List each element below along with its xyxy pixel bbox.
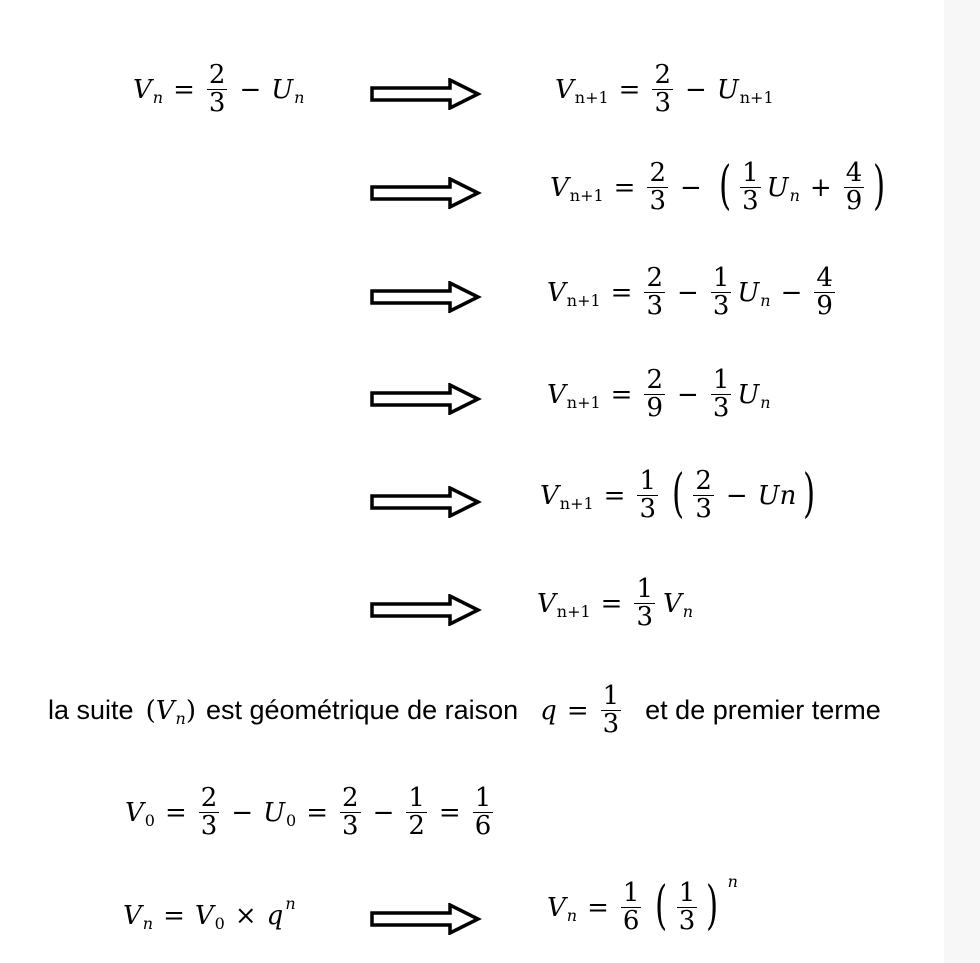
text-middle: est géométrique de raison [205, 695, 519, 726]
conclusion-line: la suite ( V n ) est géométrique de raison q = 1 3 et de premier terme [48, 681, 881, 740]
eq-step-3: V n+1 = 2 3 − 1 3 U n − 4 9 [547, 263, 833, 322]
equals: = [173, 74, 195, 105]
implies-arrow-3 [370, 281, 482, 313]
eq-general-formula: V n = V 0 × q n [123, 894, 296, 933]
implies-arrow-6 [370, 594, 482, 626]
minus: − [239, 74, 262, 105]
eq-first-term: V 0 = 2 3 − U 0 = 2 3 − 1 2 = 1 6 [125, 783, 492, 842]
eq-step-2: V n+1 = 2 3 − ( 1 3 U n + 4 9 ) [550, 155, 886, 217]
implies-arrow-5 [370, 486, 482, 518]
sub-n: n [152, 87, 164, 107]
sub-n: n [294, 87, 305, 107]
eq-step-5: V n+1 = 1 3 ( 2 3 − Un ) [540, 463, 816, 525]
implies-arrow-7 [370, 903, 482, 935]
right-scroll-edge [944, 0, 980, 963]
var-v: V [133, 74, 152, 105]
implies-arrow-2 [370, 177, 482, 209]
text-suffix: et de premier terme [645, 695, 881, 726]
eq-vn-definition [133, 62, 304, 118]
eq-step-1: V n+1 = 2 3 − U n+1 [555, 60, 774, 119]
implies-arrow-4 [370, 383, 482, 415]
eq-final: V n = 1 6 ( 1 3 ) n [547, 871, 738, 937]
implies-arrow-1 [370, 78, 482, 110]
var-u: U [271, 74, 294, 105]
text-prefix: la suite [48, 695, 134, 726]
fraction: 2 3 [208, 60, 226, 119]
eq-step-4: V n+1 = 2 9 − 1 3 U n [547, 365, 771, 424]
eq-step-6: V n+1 = 1 3 V n [537, 574, 694, 633]
